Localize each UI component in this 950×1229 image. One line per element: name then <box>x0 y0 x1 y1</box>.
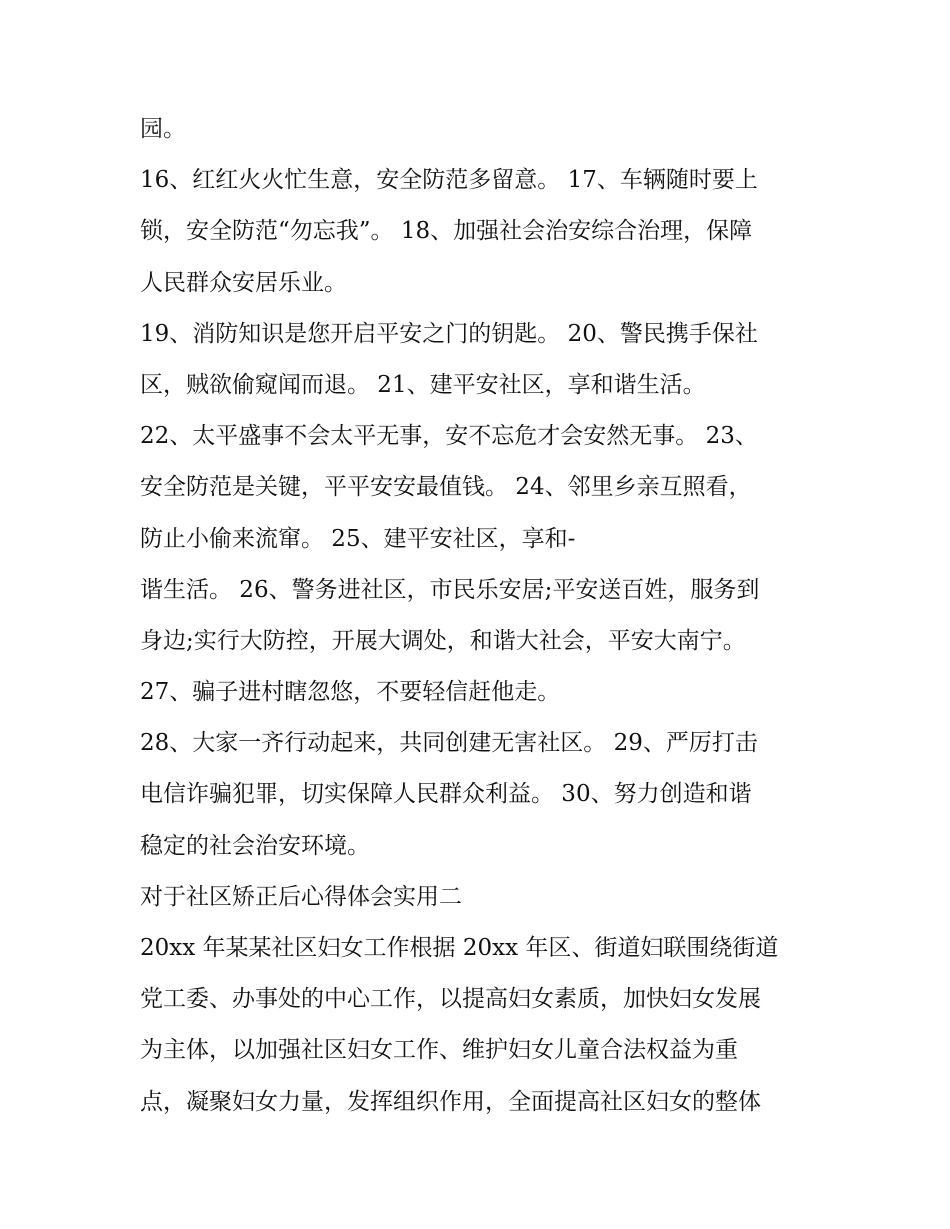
text-line: 党工委、办事处的中心工作，以提高妇女素质，加快妇女发展 <box>140 986 761 1013</box>
text-line: 园。 <box>140 116 186 142</box>
document-body <box>140 104 830 1128</box>
text-line: 电信诈骗犯罪，切实保障人民群众利益。 30、努力创造和谐 <box>140 781 752 808</box>
text-line: 身边;实行大防控，开展大调处，和谐大社会，平安大南宁。 <box>140 627 746 654</box>
text-line: 27、骗子进村瞎忽悠，不要轻信赶他走。 <box>140 679 561 706</box>
text-line: 安全防范是关键，平平安安最值钱。 24、邻里乡亲互照看， <box>140 474 752 501</box>
text-line: 区，贼欲偷窥闻而退。 21、建平安社区，享和谐生活。 <box>140 371 706 398</box>
text-line: 谐生活。 26、警务进社区，市民乐安居;平安送百姓，服务到 <box>140 576 760 603</box>
text-line: 28、大家一齐行动起来，共同创建无害社区。 29、严厉打击 <box>140 730 758 757</box>
text-line: 16、红红火火忙生意，安全防范多留意。 17、车辆随时要上 <box>140 167 758 194</box>
text-line: 20xx 年某某社区妇女工作根据 20xx 年区、街道妇联围绕街道 <box>140 935 779 961</box>
text-line: 19、消防知识是您开启平安之门的钥匙。 20、警民携手保社 <box>140 320 758 347</box>
text-line: 锁，安全防范“勿忘我”。 18、加强社会治安综合治理，保障 <box>140 218 753 245</box>
text-line: 为主体，以加强社区妇女工作、维护妇女儿童合法权益为重 <box>140 1037 738 1064</box>
text-line: 稳定的社会治安环境。 <box>140 832 370 859</box>
text-line: 22、太平盛事不会太平无事，安不忘危才会安然无事。 23、 <box>140 423 758 450</box>
text-line: 点，凝聚妇女力量，发挥组织作用，全面提高社区妇女的整体 <box>140 1088 761 1115</box>
text-line: 人民群众安居乐业。 <box>140 269 347 296</box>
section-heading: 对于社区矫正后心得体会实用二 <box>140 883 462 910</box>
text-line: 防止小偷来流窜。 25、建平安社区，享和- <box>140 525 576 552</box>
